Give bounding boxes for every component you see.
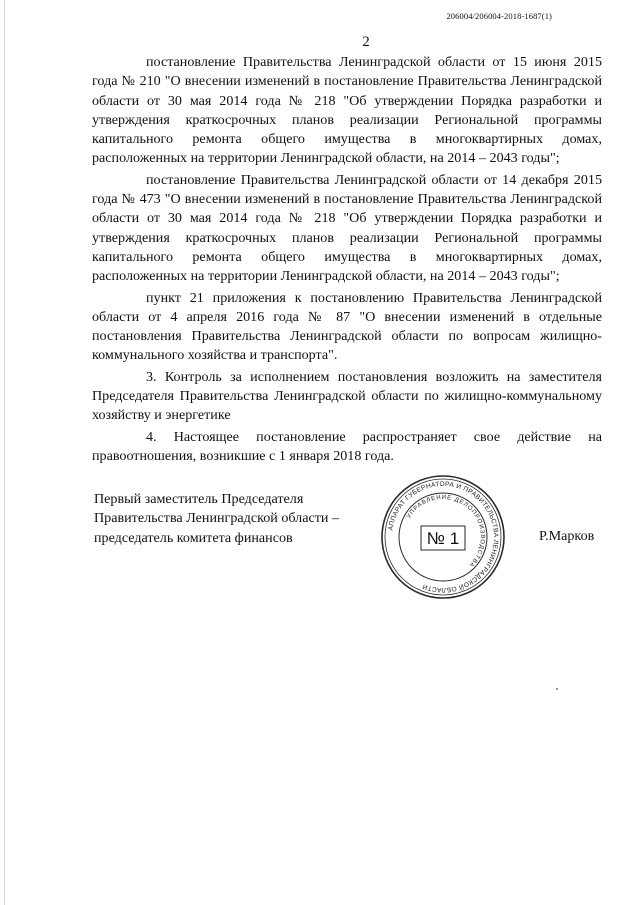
page-number: 2 — [362, 34, 370, 50]
document-id: 206004/206004-2018-1687(1) — [446, 11, 552, 21]
paragraph-control: 3. Контроль за исполнением постановления возложить на заместителя Председателя Правительства Ленинградской области по жилищно-коммунальному хозяйству и энергетике — [92, 368, 602, 424]
scan-speck — [556, 688, 558, 690]
paragraph-effective-date: 4. Настоящее постановление распространяет свое действие на правоотношения, возникшие с 1 января 2018 года. — [92, 428, 602, 464]
paragraph-resolution-210: постановление Правительства Ленинградской области от 15 июня 2015 года № 210 "О внесении изменений в постановление Правительства Ленинградской области от 30 мая 2014 года № 218 "Об утверждении Порядка разработки и утверждения краткосрочных планов реализации Региональной программы капитального ремонта общего имущества в многоквартирных домах, расположенных на территории Ленинградской области, на 2014 – 2043 годы"; — [92, 54, 602, 167]
stamp-outer-text: АППАРАТ ГУБЕРНАТОРА И ПРАВИТЕЛЬСТВА ЛЕНИНГРАДСКОЙ ОБЛАСТИ — [387, 480, 500, 594]
paragraph-item-21: пункт 21 приложения к постановлению Правительства Ленинградской области от 4 апреля 2016 года № 87 "О внесении изменений в отдельные постановления Правительства Ленинградской области по вопросам жилищно-коммунального хозяйства и транспорта". — [92, 289, 602, 364]
paragraph-resolution-473: постановление Правительства Ленинградской области от 14 декабря 2015 года № 473 "О внесении изменений в постановление Правительства Ленинградской области от 30 мая 2014 года № 218 "Об утверждении Порядка разработки и утверждения краткосрочных планов реализации Региональной программы капитального ремонта общего имущества в многоквартирных домах, расположенных на территории Ленинградской области, на 2014 – 2043 годы"; — [92, 171, 602, 285]
stamp-inner-text: УПРАВЛЕНИЕ ДЕЛОПРОИЗВОДСТВА — [406, 494, 486, 569]
signatory-name: Р.Марков — [539, 528, 595, 544]
signatory-title-line: Первый заместитель Председателя — [94, 491, 304, 507]
document-body — [92, 53, 602, 466]
signatory-title — [94, 490, 384, 548]
signatory-title-line: Правительства Ленинградской области – — [94, 510, 339, 527]
official-stamp — [378, 472, 508, 602]
scan-edge-line — [4, 0, 5, 905]
signatory-title-line: председатель комитета финансов — [94, 529, 293, 546]
stamp-number: № 1 — [426, 529, 460, 548]
